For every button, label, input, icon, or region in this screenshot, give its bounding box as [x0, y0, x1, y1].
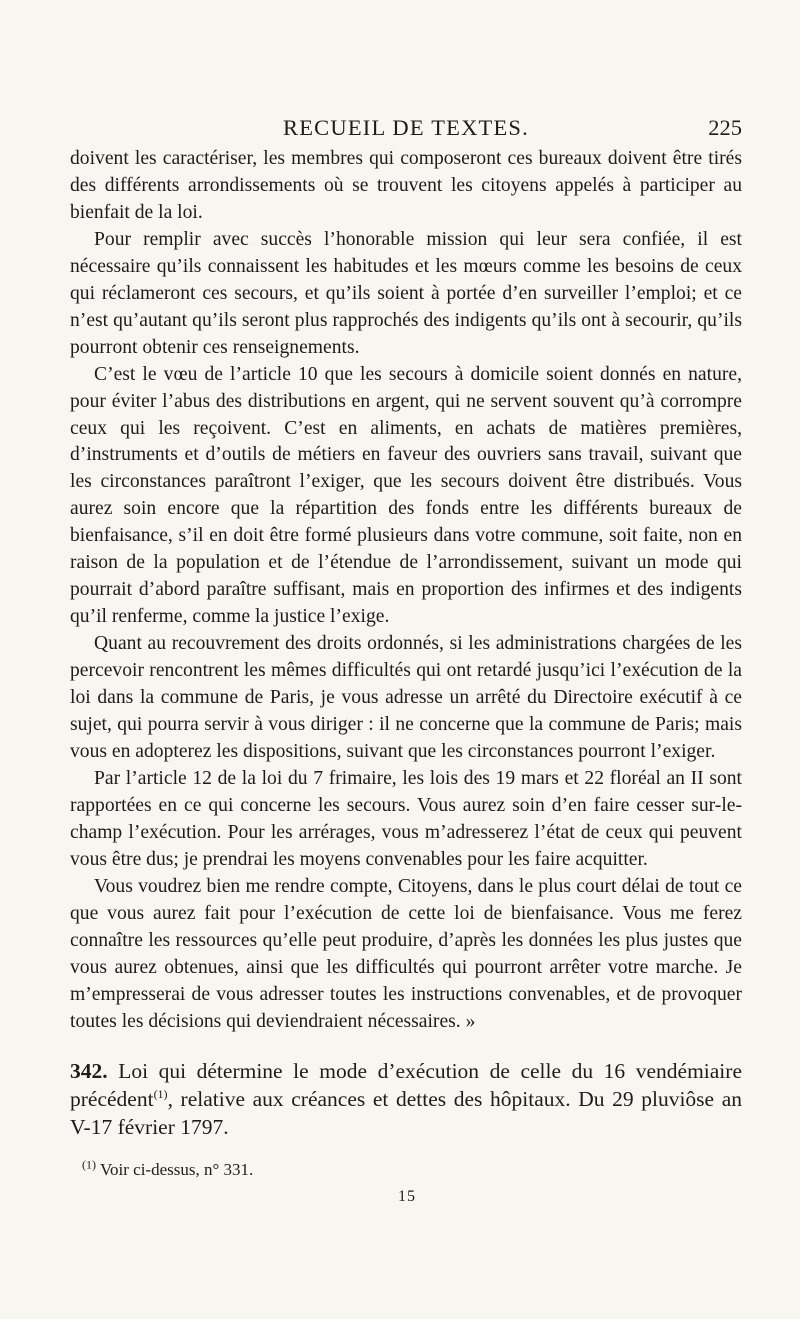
signature-mark: 15 — [398, 1188, 416, 1205]
paragraph: Pour remplir avec succès l’honorable mission qui leur sera confiée, il est nécessaire qu’ils connaissent les habitudes et les mœurs comme les besoins de ceux qui réclameront ces secours, et qu’ils soient à portée d’en surveiller l’emploi; et ce n’est qu’autant qu’ils seront plus rapprochés des indigents qu’ils ont à secourir, qu’ils pourront obtenir ces renseignements. — [70, 228, 742, 358]
paragraph: Quant au recouvrement des droits ordonnés, si les administrations chargées de les percevoir rencontrent les mêmes difficultés qui ont retardé jusqu’ici l’exécution de la loi dans la commune de Paris, je vous adresse un arrêté du Directoire exécutif à ce sujet, qui pourra servir à vous diriger : il ne concerne que la commune de Paris; mais vous en adopterez les dispositions, suivant que les circonstances pourront l’exiger. — [70, 633, 742, 762]
running-header — [70, 113, 742, 143]
footnote-marker: (1) — [82, 1157, 96, 1172]
footnote-text: Voir ci-dessus, n° 331. — [96, 1160, 254, 1180]
section-title-continued: , relative aux créances et dettes des hôpitaux. Du 29 pluviôse an V-17 février 1797. — [70, 1087, 742, 1140]
paragraph: Vous voudrez bien me rendre compte, Citoyens, dans le plus court délai de tout ce que vous aurez fait pour l’exécution de cette loi de bienfaisance. Vous me ferez connaître les ressources qu’elle peut produire, d’après les données les plus justes que vous aurez obtenues, ainsi que les difficultés qui pourront arrêter votre marche. Je m’empresserai de vous adresser toutes les instructions convenables, et de provoquer toutes les décisions qui deviendraient nécessaires. » — [70, 875, 742, 1032]
section-heading — [70, 1057, 742, 1141]
page-body — [70, 146, 742, 1181]
page-number: 225 — [708, 115, 742, 140]
footnote-reference: (1) — [153, 1087, 168, 1102]
footnote — [70, 1159, 742, 1181]
paragraph: C’est le vœu de l’article 10 que les secours à domicile soient donnés en nature, pour éviter l’abus des distributions en argent, qui ne servent souvent qu’à corrompre ceux qui les reçoivent. C’est en aliments, en achats de matières premières, d’instruments et d’outils de métiers en faveur des ouvriers sans travail, suivant que les circonstances paraîtront l’exiger, que les secours doivent être distribués. Vous aurez soin encore que la répartition des fonds entre les différents bureaux de bienfaisance, s’il en doit être formé plusieurs dans votre commune, soit faite, non en raison de la population et de l’étendue de l’arrondissement, suivant un mode qui pourrait d’abord paraître suffisant, mais en proportion des infirmes et des indigents qu’il renferme, comme la justice l’exige. — [70, 363, 742, 628]
running-title: RECUEIL DE TEXTES. — [283, 115, 529, 140]
section-title: Loi qui détermine le mode d’exécution de celle du 16 vendémiaire précédent — [70, 1059, 742, 1112]
section-number: 342. — [70, 1059, 108, 1084]
paragraph: Par l’article 12 de la loi du 7 frimaire, les lois des 19 mars et 22 floréal an II sont rapportées en ce qui concerne les secours. Vous aurez soin d’en faire cesser sur-le-champ l’exécution. Pour les arrérages, vous m’adresserez l’état de ceux qui peuvent vous être dus; je prendrai les moyens convenables pour les faire acquitter. — [70, 767, 742, 870]
paragraph: doivent les caractériser, les membres qui composeront ces bureaux doivent être tirés des différents arrondissements où se trouvent les citoyens appelés à participer au bienfait de la loi. — [70, 148, 742, 223]
